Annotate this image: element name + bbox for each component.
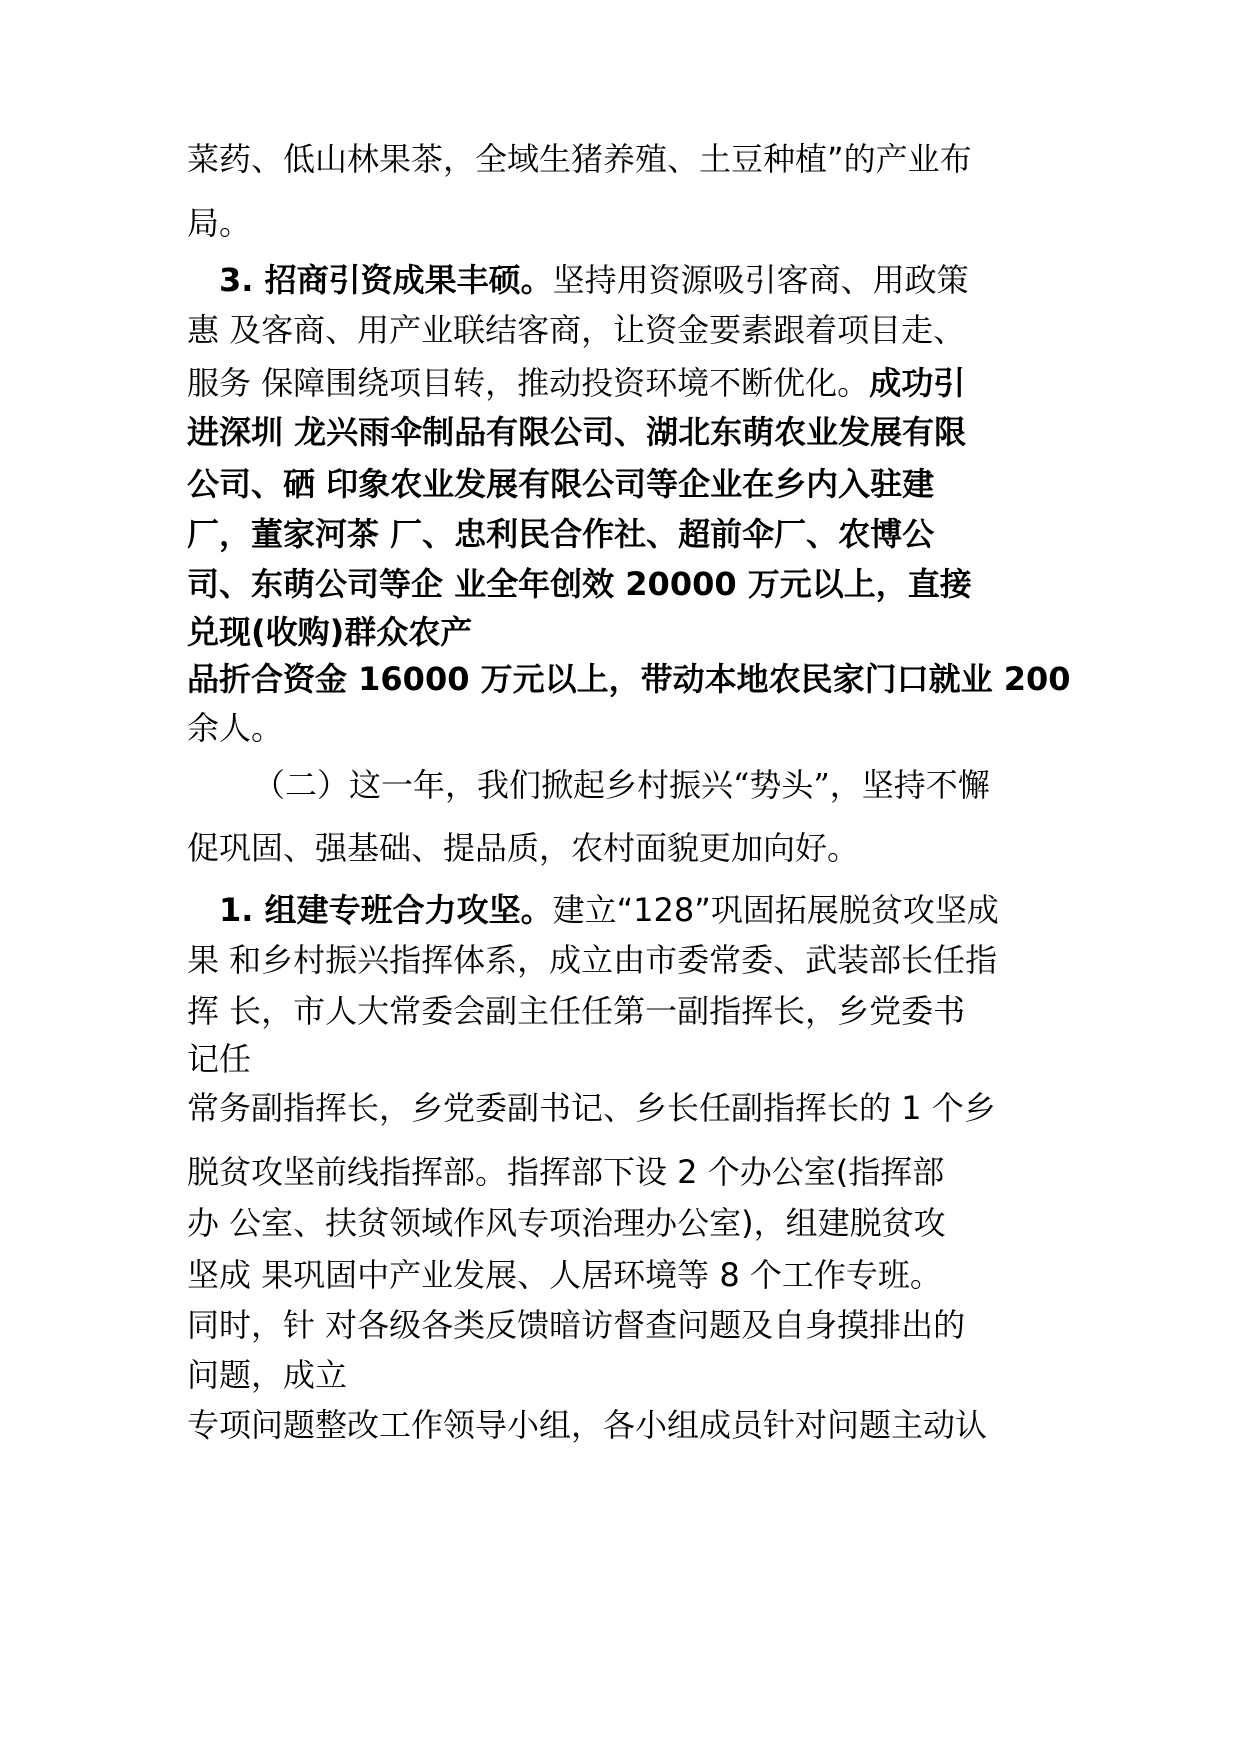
text-line — [187, 1037, 251, 1081]
text-line — [187, 1253, 942, 1297]
text-line — [187, 657, 1071, 701]
text-line — [187, 410, 966, 454]
text-line — [187, 1201, 946, 1245]
text-line — [187, 1303, 965, 1347]
bold-text-run: 进深圳 龙兴雨伞制品有限公司、湖北东萌农业发展有限 — [187, 413, 967, 451]
bold-text-run: 厂，董家河茶 厂、忠利民合作社、超前伞厂、农博公 — [187, 515, 935, 553]
text-line — [187, 308, 965, 352]
section-heading: 3. 招商引资成果丰硕。 — [219, 261, 553, 299]
bold-text-run: 兑现(收购)群众农产 — [187, 613, 473, 651]
text-run: （二）这一年，我们掀起乡村振兴“势头”，坚持不懈 — [253, 766, 990, 804]
section-heading-line — [219, 258, 969, 302]
text-run: 挥 长，市人大常委会副主任任第一副指挥长，乡党委书 — [187, 992, 966, 1030]
text-line — [187, 938, 997, 982]
text-run: 脱贫攻坚前线指挥部。指挥部下设 2 个办公室(指挥部 — [187, 1153, 945, 1191]
bold-text-run: 成功引 — [869, 364, 966, 402]
text-run: 同时，针 对各级各类反馈暗访督查问题及自身摸排出的 — [187, 1306, 966, 1344]
text-run: 果 和乡村振兴指挥体系，成立由市委常委、武装部长任指 — [187, 941, 998, 979]
text-line — [187, 201, 251, 245]
text-run: 建立“128”巩固拓展脱贫攻坚成 — [552, 891, 999, 929]
text-line — [187, 1403, 987, 1447]
text-run: 坚持用资源吸引客商、用政策 — [552, 261, 969, 299]
text-line — [187, 706, 283, 750]
text-line — [187, 1086, 996, 1130]
text-run: 促巩固、强基础、提品质，农村面貌更加向好。 — [187, 829, 860, 867]
section-heading-line — [219, 888, 999, 932]
text-run: 坚成 果巩固中产业发展、人居环境等 8 个工作专班。 — [187, 1256, 942, 1294]
text-line — [187, 137, 972, 181]
text-run: 菜药、低山林果茶，全域生猪养殖、土豆种植”的产业布 — [187, 140, 972, 178]
text-run: 问题，成立 — [187, 1356, 348, 1394]
text-line — [187, 989, 965, 1033]
bold-text-run: 公司、硒 印象农业发展有限公司等企业在乡内入驻建 — [187, 465, 935, 503]
text-run: 服务 保障围绕项目转，推动投资环境不断优化。 — [187, 364, 870, 402]
text-run: 惠 及客商、用产业联结客商，让资金要素跟着项目走、 — [187, 311, 966, 349]
text-line — [187, 826, 859, 870]
section-heading-line — [253, 763, 990, 807]
section-heading: 1. 组建专班合力攻坚。 — [219, 891, 553, 929]
text-line — [187, 1353, 347, 1397]
text-line — [187, 361, 965, 405]
text-run: 常务副指挥长，乡党委副书记、乡长任副指挥长的 1 个乡 — [187, 1089, 996, 1127]
text-run: 余人。 — [187, 709, 284, 747]
bold-text-run: 司、东萌公司等企 业全年创效 20000 万元以上，直接 — [187, 565, 972, 603]
text-line — [187, 462, 934, 506]
text-line — [187, 610, 472, 654]
text-line — [187, 1150, 944, 1194]
text-line — [187, 562, 972, 606]
text-run: 专项问题整改工作领导小组，各小组成员针对问题主动认 — [187, 1406, 988, 1444]
text-run: 办 公室、扶贫领域作风专项治理办公室)，组建脱贫攻 — [187, 1204, 946, 1242]
text-run: 局。 — [187, 204, 252, 242]
text-line — [187, 512, 934, 556]
text-run: 记任 — [187, 1040, 252, 1078]
bold-text-run: 品折合资金 16000 万元以上，带动本地农民家门口就业 200 — [187, 660, 1071, 698]
